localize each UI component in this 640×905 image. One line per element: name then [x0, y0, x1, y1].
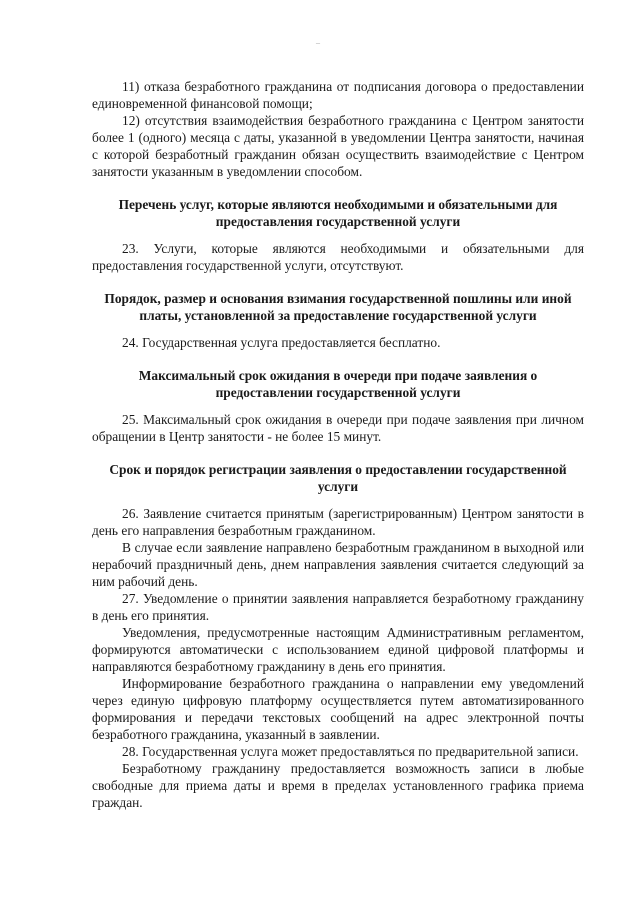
paragraph-28: 28. Государственная услуга может предоставляться по предварительной записи. — [122, 744, 579, 759]
paragraph-25: 25. Максимальный срок ожидания в очереди при подаче заявления при личном обращении в Центр занятости - не более 15 минут. — [92, 412, 584, 444]
document-body — [92, 78, 584, 811]
paragraph-28-booking: Безработному гражданину предоставляется возможность записи в любые свободные для приема даты и время в пределах установленного графика приема граждан. — [92, 761, 584, 810]
paragraph-27: 27. Уведомление о принятии заявления направляется безработному гражданину в день его принятия. — [92, 591, 584, 623]
heading-registration: Срок и порядок регистрации заявления о предоставлении государственной услуги — [109, 462, 567, 494]
paragraph-26-continued: В случае если заявление направлено безработным гражданином в выходной или нерабочий праздничный день, днем направления заявления считается следующий за ним рабочий день. — [92, 540, 584, 589]
paragraph-27-notifications: Уведомления, предусмотренные настоящим Административным регламентом, формируются автоматически с использованием единой цифровой платформы и направляются безработному гражданину в день его принятия. — [92, 625, 584, 674]
paragraph-23: 23. Услуги, которые являются необходимыми и обязательными для предоставления государственной услуги, отсутствуют. — [92, 241, 584, 273]
page-mark: _ — [316, 36, 320, 45]
paragraph-12: 12) отсутствия взаимодействия безработного гражданина с Центром занятости более 1 (одного) месяца с даты, указанной в уведомлении Центра занятости, начиная с которой безработный гражданин обязан осуществить взаимодействие с Центром занятости указанным в уведомлении способом. — [92, 113, 584, 179]
heading-state-fee: Порядок, размер и основания взимания государственной пошлины или иной платы, установленной за предоставление государственной услуги — [104, 291, 572, 323]
paragraph-27-informing: Информирование безработного гражданина о направлении ему уведомлений через единую цифровую платформу осуществляется путем автоматизированного формирования и передачи текстовых сообщений на адрес электронной почты безработного гражданина, указанный в заявлении. — [92, 676, 584, 742]
paragraph-11: 11) отказа безработного гражданина от подписания договора о предоставлении единовременной финансовой помощи; — [92, 79, 584, 111]
heading-queue-time: Максимальный срок ожидания в очереди при подаче заявления о предоставлении государственной услуги — [138, 368, 538, 400]
paragraph-26: 26. Заявление считается принятым (зарегистрированным) Центром занятости в день его направления безработным гражданином. — [92, 506, 584, 538]
paragraph-24: 24. Государственная услуга предоставляется бесплатно. — [122, 335, 441, 350]
heading-required-services: Перечень услуг, которые являются необходимыми и обязательными для предоставления государственной услуги — [118, 197, 558, 229]
